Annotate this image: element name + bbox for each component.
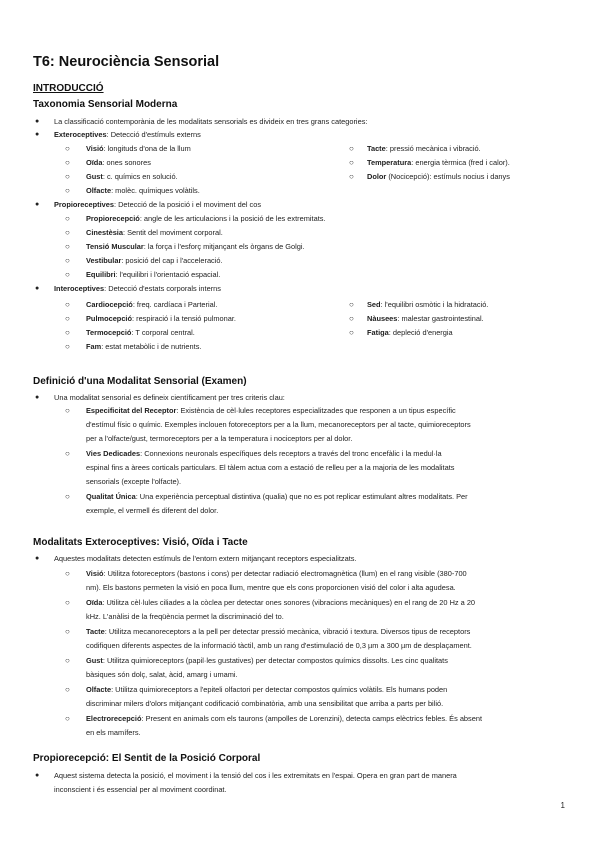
criterion-line: sensorials (excepte l'olfacte). [86,477,182,486]
list-item: Propiorecepció: angle de les articulacions i la posició de les extremitats. [86,214,326,223]
modality-line: Tacte: Utilitza mecanoreceptors a la pell per detectar pressió mecànica, vibració i textura. Diversos tipus de receptors [86,627,471,636]
circle-bullet-icon: ○ [65,569,70,578]
modality-line: nm). Els bastons permeten la visió en poca llum, mentre que els cons proporcionen visió del color i alta agudesa. [86,583,456,592]
modality-line: en els mamífers. [86,728,141,737]
modality-line: Visió: Utilitza fotoreceptors (bastons i cons) per detectar radiació electromagnètica (llum) en el rang visible (380-700 [86,569,467,578]
definition-intro: Una modalitat sensorial es defineix científicament per tres criteris clau: [54,393,285,402]
criterion-line: per a l'olfacte/gust, termoreceptors per a la temperatura i nociceptors per al dolor. [86,434,353,443]
circle-bullet-icon: ○ [65,342,70,351]
modality-line: Electrorecepció: Present en animals com els taurons (ampolles de Lorenzini), detecta camps elèctrics febles. És absent [86,714,483,723]
modality-line: Olfacte: Utilitza quimioreceptors a l'epiteli olfactori per detectar compostos químics volàtils. Els humans poden [86,685,448,694]
list-item: Fam: estat metabòlic i de nutrients. [86,342,202,351]
bullet-icon: ● [35,118,40,125]
criterion-line: Qualitat Única: Una experiència perceptual distintiva (qualia) que no es pot replicar estimulant altres modalitats. Per [86,492,468,501]
section-heading-definicio: Definició d'una Modalitat Sensorial (Examen) [33,376,247,387]
circle-bullet-icon: ○ [65,300,70,309]
list-item: Tensió Muscular: la força i l'esforç mitjançant els òrgans de Golgi. [86,242,305,251]
circle-bullet-icon: ○ [65,328,70,337]
bullet-icon: ● [35,394,40,401]
section-heading-propiorecepcio: Propiorecepció: El Sentit de la Posició Corporal [33,753,261,764]
section-heading-introduccio: INTRODUCCIÓ [33,83,104,94]
list-item: Oïda: ones sonores [86,158,151,167]
list-item: Visió: longituds d'ona de la llum [86,144,191,153]
circle-bullet-icon: ○ [65,714,70,723]
modality-line: Oïda: Utilitza cèl·lules ciliades a la còclea per detectar ones sonores (vibracions mecàniques) en el rang de 20 Hz a 20 [86,598,476,607]
modality-line: Gust: Utilitza quimioreceptors (papil·les gustatives) per detectar compostos químics dissolts. Les cinc qualitats [86,656,448,665]
circle-bullet-icon: ○ [65,598,70,607]
circle-bullet-icon: ○ [349,300,354,309]
taxonomy-intro: La classificació contemporània de les modalitats sensorials es divideix en tres grans categories: [54,117,368,126]
list-item: Olfacte: molèc. químiques volàtils. [86,186,200,195]
list-item-interoceptives: Interoceptives: Detecció d'estats corporals interns [54,284,221,293]
list-item: Fatiga: depleció d'energia [367,328,453,337]
section-heading-exteroceptives: Modalitats Exteroceptives: Visió, Oïda i Tacte [33,537,248,548]
bullet-icon: ● [35,131,40,138]
circle-bullet-icon: ○ [65,685,70,694]
list-item: Nàusees: malestar gastrointestinal. [367,314,484,323]
circle-bullet-icon: ○ [65,228,70,237]
circle-bullet-icon: ○ [65,158,70,167]
circle-bullet-icon: ○ [65,186,70,195]
bullet-icon: ● [35,201,40,208]
circle-bullet-icon: ○ [65,214,70,223]
bullet-icon: ● [35,285,40,292]
circle-bullet-icon: ○ [349,314,354,323]
list-item: Equilibri: l'equilibri i l'orientació espacial. [86,270,221,279]
circle-bullet-icon: ○ [65,242,70,251]
list-item: Gust: c. químics en solució. [86,172,178,181]
list-item-proprioceptives: Propioreceptives: Detecció de la posició i el moviment del cos [54,200,262,209]
modality-line: kHz. L'anàlisi de la freqüència permet la discriminació del to. [86,612,284,621]
bullet-icon: ● [35,772,40,779]
circle-bullet-icon: ○ [65,449,70,458]
modality-line: codifiquen diferents aspectes de la informació tàctil, amb un rang d'estimulació de 0,3 µm a 300 µm de desplaçament. [86,641,472,650]
list-item-exteroceptives: Exteroceptives: Detecció d'estímuls externs [54,130,201,139]
circle-bullet-icon: ○ [65,314,70,323]
circle-bullet-icon: ○ [349,172,354,181]
circle-bullet-icon: ○ [65,656,70,665]
list-item: Termocepció: T corporal central. [86,328,195,337]
circle-bullet-icon: ○ [349,144,354,153]
list-item: Cinestèsia: Sentit del moviment corporal. [86,228,223,237]
propio-line: Aquest sistema detecta la posició, el moviment i la tensió del cos i les extremitats en l'espai. Opera en gran part de manera [54,771,457,780]
criterion-line: espinal fins a àrees corticals particulars. El tàlem actua com a estació de relleu per a la majoria de les modalitats [86,463,455,472]
circle-bullet-icon: ○ [65,627,70,636]
criterion-line: exemple, el vermell és diferent del dolor. [86,506,219,515]
criterion-line: Vies Dedicades: Connexions neuronals específiques dels receptors a través del tronc encefàlic i la medul·la [86,449,442,458]
propio-line: inconscient i és essencial per al moviment coordinat. [54,785,227,794]
circle-bullet-icon: ○ [65,172,70,181]
circle-bullet-icon: ○ [65,406,70,415]
list-item: Sed: l'equilibri osmòtic i la hidratació. [367,300,489,309]
page-number: 1 [560,801,565,810]
circle-bullet-icon: ○ [65,270,70,279]
list-item: Cardiocepció: freq. cardíaca i Parterial. [86,300,218,309]
exteroceptive-intro: Aquestes modalitats detecten estímuls de l'entorn extern mitjançant receptors especialitzats. [54,554,357,563]
subheading-taxonomia: Taxonomia Sensorial Moderna [33,99,178,110]
modality-line: discriminar milers d'olors mitjançant codificació combinatòria, amb una sensibilitat que arriba a parts per bilió. [86,699,444,708]
list-item: Tacte: pressió mecànica i vibració. [367,144,481,153]
modality-line: bàsiques són dolç, salat, àcid, amarg i umami. [86,670,238,679]
criterion-line: d'estímul físic o químic. Exemples inclouen fotoreceptors per a la llum, mecanoreceptors per al tacte, quimioreceptors [86,420,471,429]
list-item: Vestibular: posició del cap i l'acceleració. [86,256,223,265]
criterion-line: Especificitat del Receptor: Existència de cèl·lules receptores especialitzades que responen a un tipus específic [86,406,456,415]
circle-bullet-icon: ○ [65,492,70,501]
circle-bullet-icon: ○ [65,256,70,265]
circle-bullet-icon: ○ [349,158,354,167]
page-title: T6: Neurociència Sensorial [33,54,220,70]
list-item: Pulmocepció: respiració i la tensió pulmonar. [86,314,236,323]
list-item: Dolor (Nocicepció): estímuls nocius i danys [367,172,510,181]
list-item: Temperatura: energia tèrmica (fred i calor). [367,158,510,167]
circle-bullet-icon: ○ [349,328,354,337]
bullet-icon: ● [35,555,40,562]
circle-bullet-icon: ○ [65,144,70,153]
